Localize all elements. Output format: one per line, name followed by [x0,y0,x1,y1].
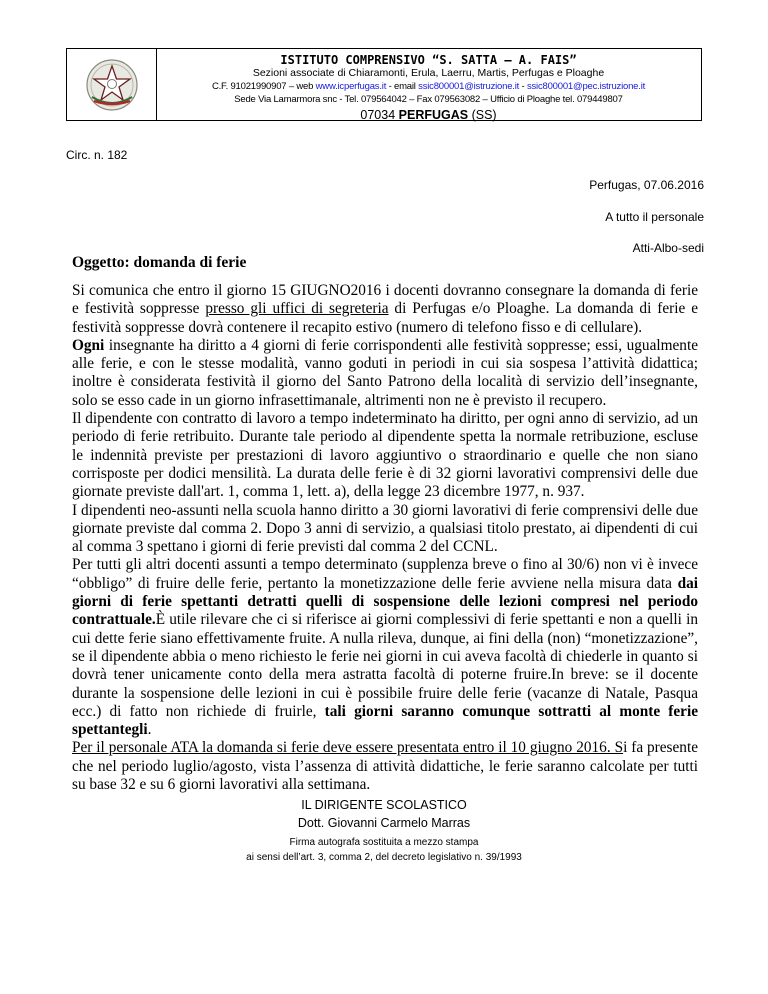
website-link[interactable]: www.icperfugas.it [315,81,387,92]
p2-bold: Ogni [72,336,105,354]
p1-underlined: presso gli uffici di segreteria [205,300,389,318]
signature-note-2: ai sensi dell’art. 3, comma 2, del decreto legislativo n. 39/1993 [246,852,522,863]
p1-text-a: Si comunica che entro il giorno 15 GIUGNO2016 i docenti dovranno consegnare la domanda di ferie e festività soppresse [72,282,698,318]
email-link[interactable]: ssic800001@istruzione.it [418,81,520,92]
paragraph-1 [72,282,698,337]
p6-text: i fa presente che nel periodo luglio/agosto, vista l’assenza di attività didattiche, le ferie saranno calcolate per tutti su base 32 e su 6 giorni lavorativi alla settimana. [72,739,698,794]
city-line [156,107,701,123]
signature-name: Dott. Giovanni Carmelo Marras [297,816,471,830]
contact-line [156,80,701,93]
recipient: A tutto il personale [605,210,704,224]
letter-body [72,282,698,794]
distribution: Atti-Albo-sedi [632,241,704,255]
school-name: ISTITUTO COMPRENSIVO “S. SATTA – A. FAIS” [280,53,577,67]
province: (SS) [468,108,497,122]
italian-republic-emblem-icon [84,57,140,113]
paragraph-6 [72,739,698,794]
address-line: Sede Via Lamarmora snc - Tel. 079564042 – Fax 079563082 – Ufficio di Ploaghe tel. 079449807 [234,94,623,105]
p5-bold-1: dai giorni di ferie spettanti detratti quelli di sospensione delle lezioni compresi nel periodo contrattuale. [72,574,698,629]
separator: - [519,81,527,92]
school-sections: Sezioni associate di Chiaramonti, Erula, Laerru, Martis, Perfugas e Ploaghe [252,67,605,79]
p5-text-a: Per tutti gli altri docenti assunti a tempo determinato (supplenza breve o fino al 30/6) non vi è invece “obbligo” di fruire delle ferie, pertanto la monetizzazione delle ferie avviene nella misura data [72,556,698,592]
p6-underlined: Per il personale ATA la domanda si ferie deve essere presentata entro il 10 giugno 2016. S [72,739,624,757]
paragraph-4: I dipendenti neo-assunti nella scuola hanno diritto a 30 giorni lavorativi di ferie comprensivi delle due giornate previste dal comma 2. Dopo 3 anni di servizio, a qualsiasi titolo prestato, ai dipendenti di cui al comma 3 spettano i giorni di ferie previsti dal comma 2 del CCNL. [72,501,698,556]
p1-text-c: di Perfugas e/o Ploaghe. La domanda di ferie e festività soppresse dovrà contenere il recapito estivo (numero di telefono fisso e di cellulare). [72,300,699,336]
paragraph-2 [72,337,698,410]
paragraph-3: Il dipendente con contratto di lavoro a tempo indeterminato ha diritto, per ogni anno di servizio, ad un periodo di ferie retribuito. Durante tale periodo al dipendente spetta la normale retribuzione, escluse le indennità previste per prestazioni di lavoro aggiuntivo o straordinario e quelle che non siano corrisposte per dodici mensilità. La durata delle ferie è di 32 giorni lavorativi comprensivi delle due giornate previste dall'art. 1, comma 1, lett. a), della legge 23 dicembre 1977, n. 937. [72,410,698,501]
pec-link[interactable]: ssic800001@pec.istruzione.it [526,81,646,92]
emblem-box [67,49,157,120]
p5-text-c: . [147,721,152,739]
circular-number: Circ. n. 182 [66,148,128,162]
city-name: PERFUGAS [398,108,469,122]
p5-text-b: È utile rilevare che ci si riferisce ai giorni complessivi di ferie spettanti e non a quelli in cui dette ferie siano effettivamente fruite. A nulla rileva, dunque, ai fini della (non) “monetizzazione”, se il dipendente abbia o meno richiesto le ferie nei giorni in cui aveva facoltà di chiederle in quanto si dovrà tener unicamente conto della mera astratta facoltà di poterne fruire.In breve: se il docente durante la sospensione delle lezioni in cui è possibile fruire delle ferie (vacanze di Natale, Pasqua ecc.) di fatto non richiede di fruirle, [72,611,698,720]
cf-prefix: C.F. 91021990907 – web [211,81,316,92]
signature-note-1: Firma autografa sostituita a mezzo stampa [289,837,479,848]
date-line: Perfugas, 07.06.2016 [589,178,704,192]
email-prefix: - email [386,81,419,92]
signature-title: IL DIRIGENTE SCOLASTICO [301,798,467,812]
letterhead [66,48,702,121]
p2-text: insegnante ha diritto a 4 giorni di ferie corrispondenti alle festività soppresse; essi, ugualmente alle ferie, e con le stesse modalità, vanno goduti in periodi in cui sia sospesa l’attività didattica; inoltre è considerata festività il giorno del Santo Patrono della località di servizio dell’insegnante, solo se esso cade in un giorno infrasettimanale, altrimenti non ne è previsto il recupero. [72,336,698,409]
paragraph-5 [72,556,698,739]
subject-line: Oggetto: domanda di ferie [72,254,247,271]
letterhead-text [156,49,701,120]
postal-code: 07034 [360,108,399,122]
p5-bold-2: tali giorni saranno comunque sottratti al monte ferie spettantegli [72,702,698,739]
